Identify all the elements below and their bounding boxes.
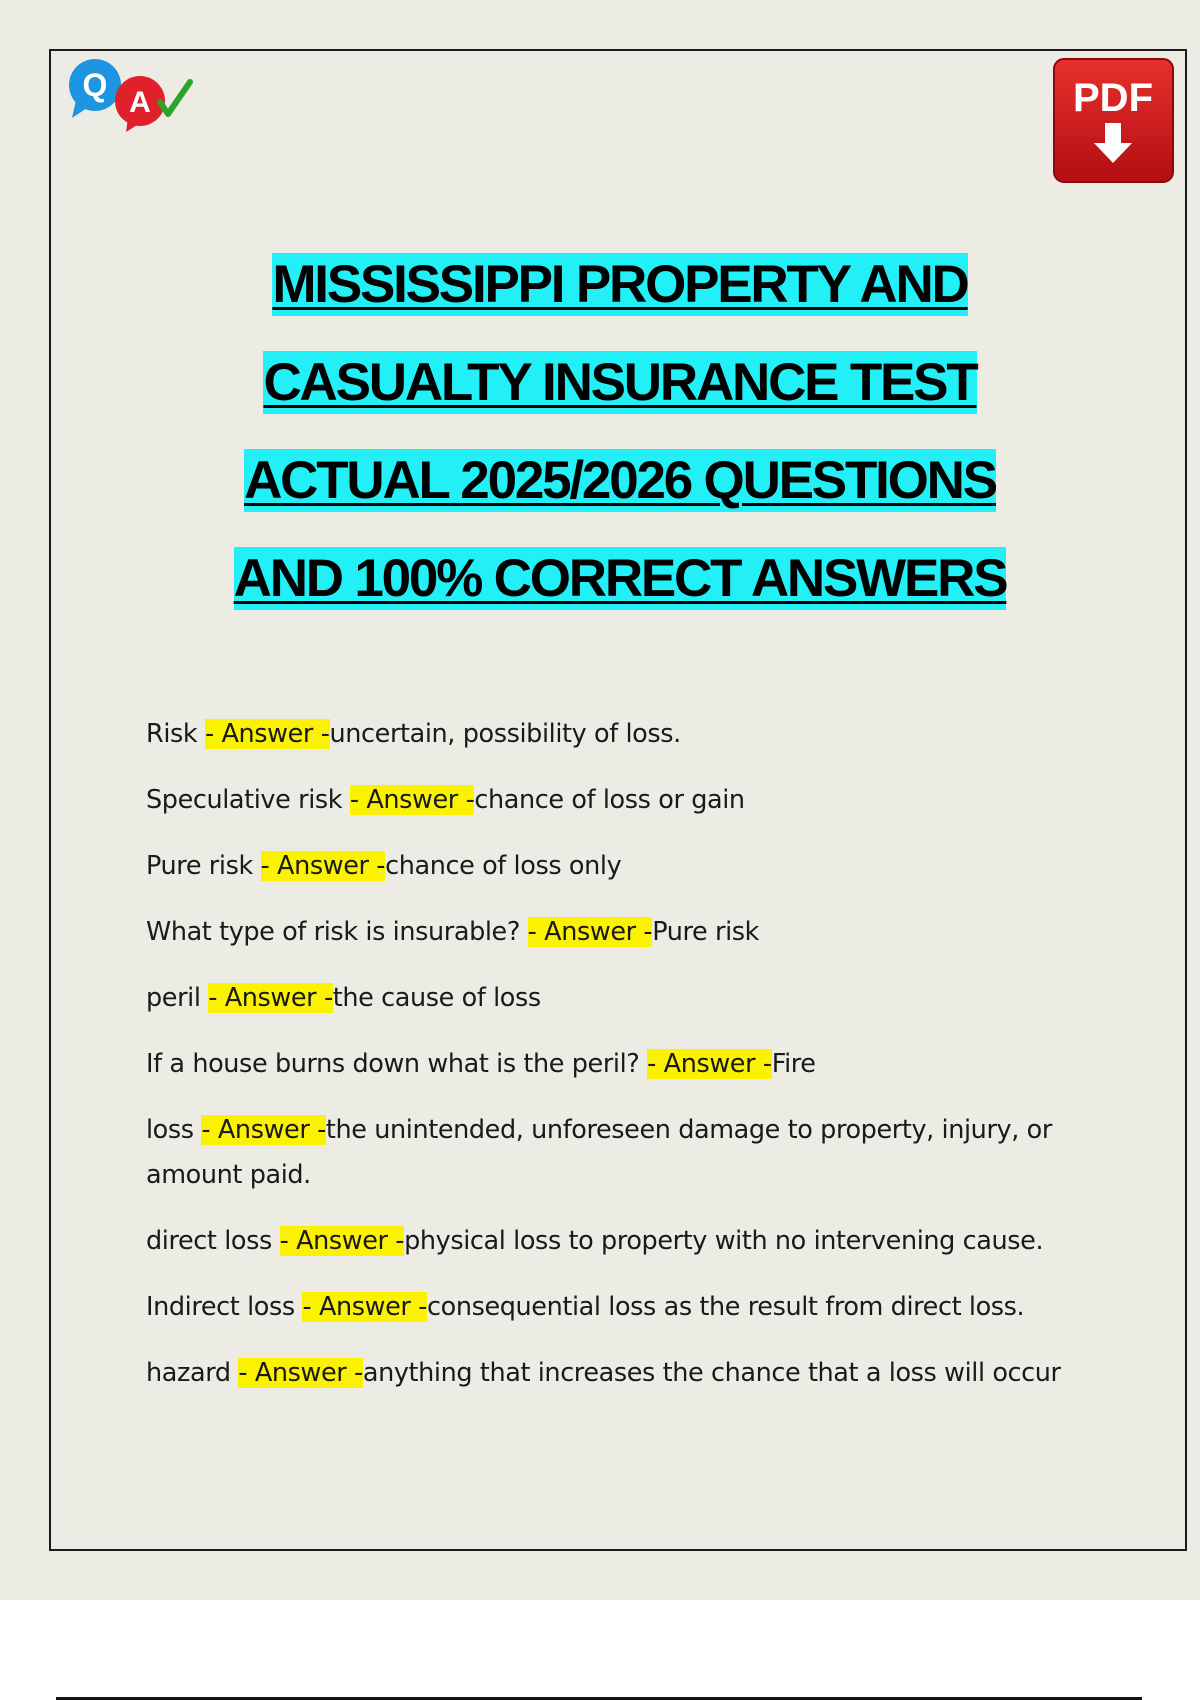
answer-text: physical loss to property with no intervening cause. — [404, 1226, 1044, 1256]
answer-text: Fire — [771, 1049, 816, 1079]
answer-marker: - Answer - — [260, 851, 386, 881]
question-text: What type of risk is insurable? — [146, 917, 528, 947]
answer-text: anything that increases the chance that a loss will occur — [362, 1358, 1061, 1388]
qa-item — [146, 844, 1106, 889]
question-text: loss — [146, 1115, 202, 1145]
qa-check-logo-icon — [68, 56, 198, 132]
title-line: MISSISSIPPI PROPERTY AND — [272, 255, 968, 314]
qa-item — [146, 1351, 1106, 1396]
answer-marker: - Answer - — [302, 1292, 427, 1322]
qa-item — [146, 976, 1106, 1021]
question-text: direct loss — [146, 1226, 280, 1256]
answer-marker: - Answer - — [279, 1226, 405, 1256]
qa-item — [146, 1219, 1106, 1264]
answer-marker: - Answer - — [208, 983, 333, 1013]
pdf-label: PDF — [1073, 76, 1153, 120]
qa-item — [146, 778, 1106, 823]
question-text: Indirect loss — [146, 1292, 303, 1322]
logo-a-letter: A — [129, 86, 151, 119]
qa-item — [146, 712, 1106, 757]
question-text: If a house burns down what is the peril? — [146, 1049, 648, 1079]
answer-marker: - Answer - — [238, 1358, 363, 1388]
pdf-download-button[interactable] — [1052, 57, 1175, 184]
answer-marker: - Answer - — [647, 1049, 772, 1079]
answer-marker: - Answer - — [204, 719, 330, 749]
qa-item — [146, 910, 1106, 955]
question-text: peril — [146, 983, 209, 1013]
question-text: Risk — [146, 719, 205, 749]
qa-list — [146, 712, 1106, 1417]
qa-item — [146, 1285, 1106, 1330]
answer-text: the cause of loss — [332, 983, 541, 1013]
answer-text: chance of loss only — [385, 851, 622, 881]
qa-item — [146, 1108, 1106, 1198]
title-line: AND 100% CORRECT ANSWERS — [233, 549, 1007, 608]
answer-text: uncertain, possibility of loss. — [329, 719, 681, 749]
question-text: Pure risk — [146, 851, 261, 881]
title-line: CASUALTY INSURANCE TEST — [263, 353, 977, 412]
answer-text: chance of loss or gain — [474, 785, 745, 815]
answer-text: the unintended, unforeseen damage to property, injury, or amount paid. — [146, 1115, 1052, 1190]
title-line: ACTUAL 2025/2026 QUESTIONS — [244, 451, 996, 510]
question-text: hazard — [146, 1358, 239, 1388]
answer-marker: - Answer - — [201, 1115, 326, 1145]
answer-text: consequential loss as the result from direct loss. — [427, 1292, 1025, 1322]
answer-marker: - Answer - — [349, 785, 475, 815]
document-title — [60, 236, 1180, 628]
answer-text: Pure risk — [652, 917, 760, 947]
answer-marker: - Answer - — [527, 917, 653, 947]
logo-q-letter: Q — [82, 67, 108, 103]
qa-item — [146, 1042, 1106, 1087]
question-text: Speculative risk — [146, 785, 350, 815]
